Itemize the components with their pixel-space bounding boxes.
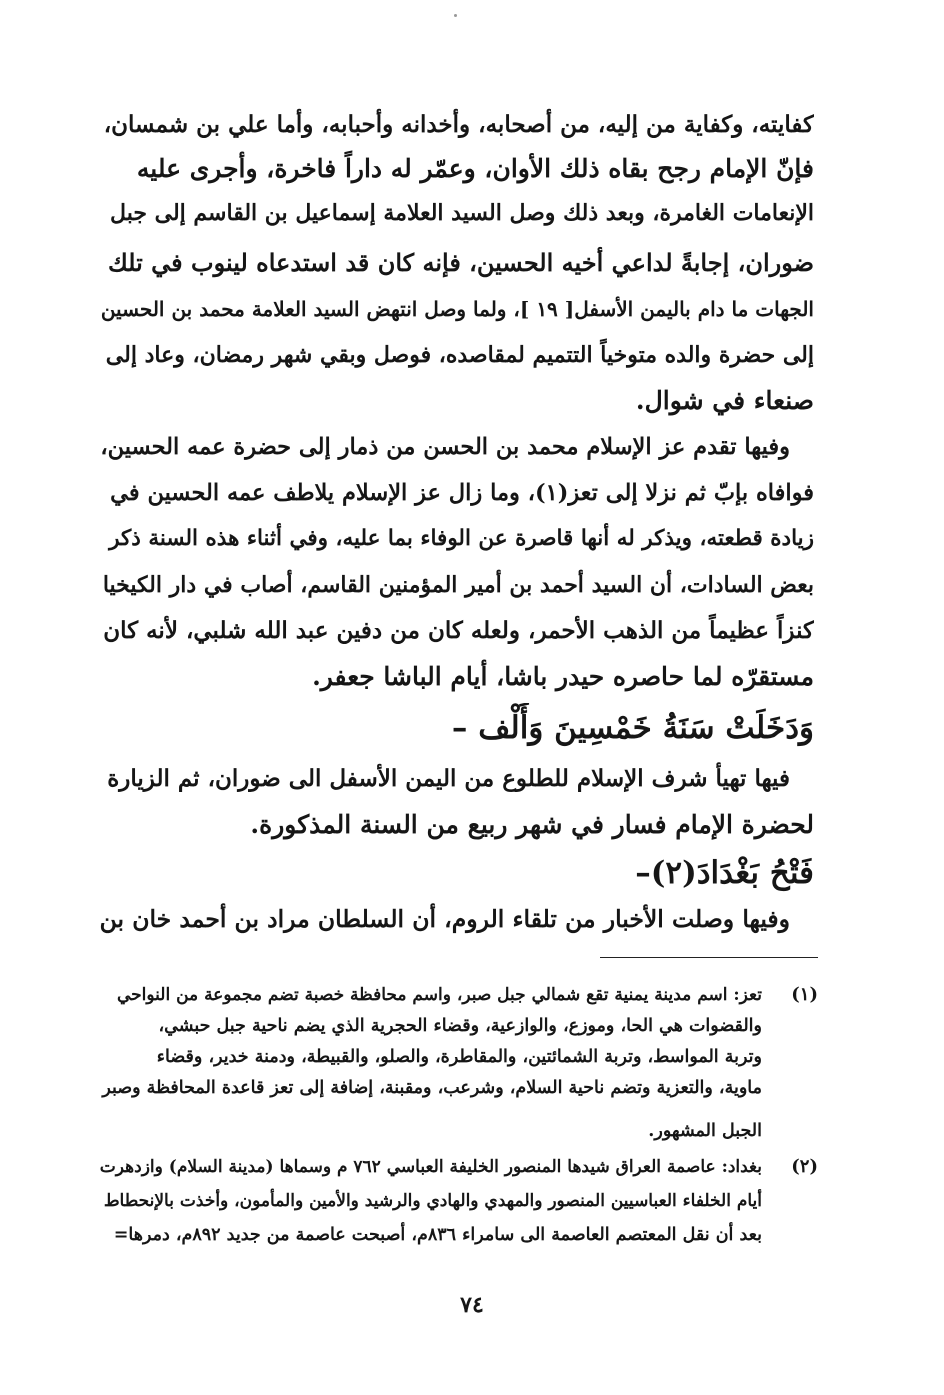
footnote-line: أيام الخلفاء العباسيين المنصور والمهدي والهادي والرشيد والأمين والمأمون، وأخذت بالإنحطاط bbox=[103, 1191, 762, 1211]
footnote-line: الجبل المشهور. bbox=[648, 1121, 762, 1141]
body-line: فإنّ الإمام رجح بقاه ذلك الأوان، وعمّر له داراً فاخرة، وأجرى عليه bbox=[136, 154, 814, 183]
body-line: زيادة قطعته، ويذكر له أنها قاصرة عن الوفاء بما عليه، وفي أثناء هذه السنة ذكر bbox=[109, 526, 814, 551]
footnote-line: ماوية، والتعزية وتضم ناحية السلام، وشرعب، ومقبنة، إضافة إلى تعز قاعدة المحافظة وصبر bbox=[102, 1078, 762, 1098]
body-line: الإنعامات الغامرة، وبعد ذلك وصل السيد العلامة إسماعيل بن القاسم إلى جبل bbox=[110, 200, 814, 226]
page-number: ٧٤ bbox=[460, 1292, 484, 1318]
body-line: فيها تهيأ شرف الإسلام للطلوع من اليمن الأسفل الى ضوران، ثم الزيارة bbox=[107, 765, 790, 792]
body-line: بعض السادات، أن السيد أحمد بن أمير المؤمنين القاسم، أصاب في دار الكيخيا bbox=[102, 572, 814, 598]
body-line: مستقرّه لما حاصره حيدر باشا، أيام الباشا جعفر. bbox=[312, 662, 814, 691]
body-line: صنعاء في شوال. bbox=[635, 386, 814, 415]
footnote-line: والقضوات هي الحا، وموزع، والوازعية، وقضاء الحجرية الذي يضم ناحية جبل حبشي، bbox=[158, 1016, 762, 1036]
footnote-number: (١) bbox=[791, 984, 818, 1005]
footnote-line: بغداد: عاصمة العراق شيدها المنصور الخليفة العباسي ٧٦٢ م وسماها (مدينة السلام) وازدهرت bbox=[100, 1157, 762, 1177]
section-heading-year-1050: وَدَخَلَتْ سَنَةُ خَمْسِينَ وَأَلْف – bbox=[451, 710, 814, 746]
body-line: لحضرة الإمام فسار في شهر ربيع من السنة المذكورة. bbox=[250, 810, 814, 839]
footnote-number: (٢) bbox=[791, 1156, 818, 1177]
body-line: ضوران، إجابةً لداعي أخيه الحسين، فإنه كان قد استدعاه لينوب في تلك bbox=[107, 248, 814, 277]
footnote-line: بعد أن نقل المعتصم العاصمة الى سامراء ٨٣٦م، أصبحت عاصمة من جديد ٨٩٢م، دمرها= bbox=[113, 1225, 762, 1245]
scan-speck bbox=[454, 14, 457, 17]
footnote-separator bbox=[600, 957, 818, 958]
body-line: كفايته، وكفاية من إليه، من أصحابه، وأخدانه وأحبابه، وأما علي بن شمسان، bbox=[103, 111, 814, 138]
body-line: إلى حضرة والده متوخياً التتميم لمقاصده، فوصل وبقي شهر رمضان، وعاد إلى bbox=[105, 342, 814, 368]
body-line: وفيها تقدم عز الإسلام محمد بن الحسن من ذمار إلى حضرة عمه الحسين، bbox=[100, 434, 790, 460]
footnote-line: وتربة المواسط، وتربة الشمائتين، والمقاطرة، والصلو، والقبيطة، ودمنة خدير، وقضاء bbox=[156, 1047, 762, 1067]
body-line: كنزاً عظيماً من الذهب الأحمر، ولعله كان من دفين عبد الله شلبي، لأنه كان bbox=[103, 617, 814, 644]
body-line: فوافاه بإبّ ثم نزلا إلى تعز(١)، وما زال عز الإسلام يلاطف عمه الحسين في bbox=[110, 480, 814, 506]
section-heading-baghdad: فَتْحُ بَغْدَادَ(٢)– bbox=[635, 855, 814, 891]
footnote-line: تعز: اسم مدينة يمنية تقع شمالي جبل صبر، واسم محافظة خصبة تضم مجموعة من النواحي bbox=[116, 985, 762, 1005]
body-line: وفيها وصلت الأخبار من تلقاء الروم، أن السلطان مراد بن أحمد خان بن bbox=[100, 905, 790, 933]
body-line: الجهات ما دام باليمن الأسفل[ ١٩ ]، ولما وصل انتهض السيد العلامة محمد بن الحسين bbox=[100, 297, 814, 321]
